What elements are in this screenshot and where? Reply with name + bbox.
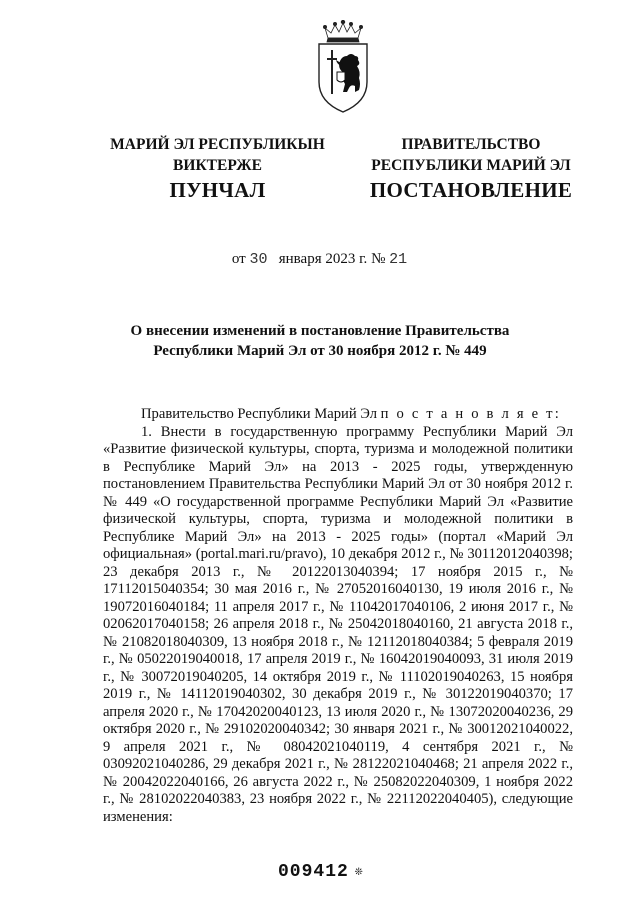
number-label: № xyxy=(371,251,386,267)
left-org-text: МАРИЙ ЭЛ РЕСПУБЛИКЫН ВИКТЕРЖЕ xyxy=(110,136,325,174)
stamp-number: 009412 xyxy=(278,862,349,882)
right-organization-name xyxy=(356,134,586,176)
paragraph-1: 1. Внести в государственную программу Республики Марий Эл «Развитие физической культуры, спорта, туризма и молодежной политики в Республике Марий Эл» на 2013 - 2025 годы, утвержденную постановлением Правительства Республики Марий Эл от 30 ноября 2012 г. № 449 «О государственной программе Республики Марий Эл «Развитие физической культуры, спорта, туризма и молодежной политики в Республике Марий Эл» на 2013 - 2025 годы» (портал «Марий Эл официальная» (portal.mari.ru/pravo), 10 декабря 2012 г., № 30112012040398; 23 декабря 2013 г., № 20122013040394; 17 ноября 2015 г., № 17112015040354; 30 мая 2016 г., № 27052016040130, 19 июля 2016 г., № 19072016040184; 11 апреля 2017 г., № 11042017040106, 2 июня 2017 г., № 02062017040158; 26 апреля 2018 г., № 25042018040160, 21 августа 2018 г., № 21082018040309, 13 ноября 2018 г., № 12112018040384; 5 февраля 2019 г., № 05022019040018, 17 апреля 2019 г., № 16042019040093, 31 июля 2019 г., № 30072019040205, 14 октября 2019 г., № 11102019040263, 15 ноября 2019 г., № 14112019040302, 30 декабря 2019 г., № 30122019040370; 17 апреля 2020 г., № 17042020040123, 13 июля 2020 г., № 13072020040236, 29 октября 2020 г., № 29102020040342; 30 января 2021 г., № 30012021040022, 9 апреля 2021 г., № 08042021040119, 4 сентября 2021 г., № 03092021040286, 29 декабря 2021 г., № 28122021040468; 21 апреля 2022 г., № 20042022040166, 26 августа 2022 г., № 25082022040309, 1 ноября 2022 г., № 28102022040383, 23 ноября 2022 г., № 22112022040405), следующие изменения: xyxy=(103,423,573,825)
date-day: 30 xyxy=(249,251,268,268)
coat-of-arms-icon xyxy=(311,20,375,114)
document-title: О внесении изменений в постановление Правительства Республики Марий Эл от 30 ноября 2012 г. № 449 xyxy=(130,323,510,359)
right-org-text: ПРАВИТЕЛЬСТВО РЕСПУБЛИКИ МАРИЙ ЭЛ xyxy=(371,136,571,174)
serial-stamp xyxy=(278,862,364,882)
document-dateline xyxy=(0,251,639,268)
date-prefix: от xyxy=(231,251,246,267)
intro-text: Правительство Республики Марий Эл xyxy=(141,406,378,422)
left-organization-name xyxy=(95,134,340,176)
stamp-mark-icon: ❊ xyxy=(354,864,364,879)
right-document-type: ПОСТАНОВЛЕНИЕ xyxy=(369,178,573,202)
intro-paragraph xyxy=(103,406,573,424)
date-month-year: января 2023 г. xyxy=(278,251,368,267)
intro-verb: п о с т а н о в л я е т: xyxy=(380,406,561,422)
left-document-type: ПУНЧАЛ xyxy=(169,178,266,202)
document-number: 21 xyxy=(389,251,408,268)
document-body xyxy=(103,406,573,826)
